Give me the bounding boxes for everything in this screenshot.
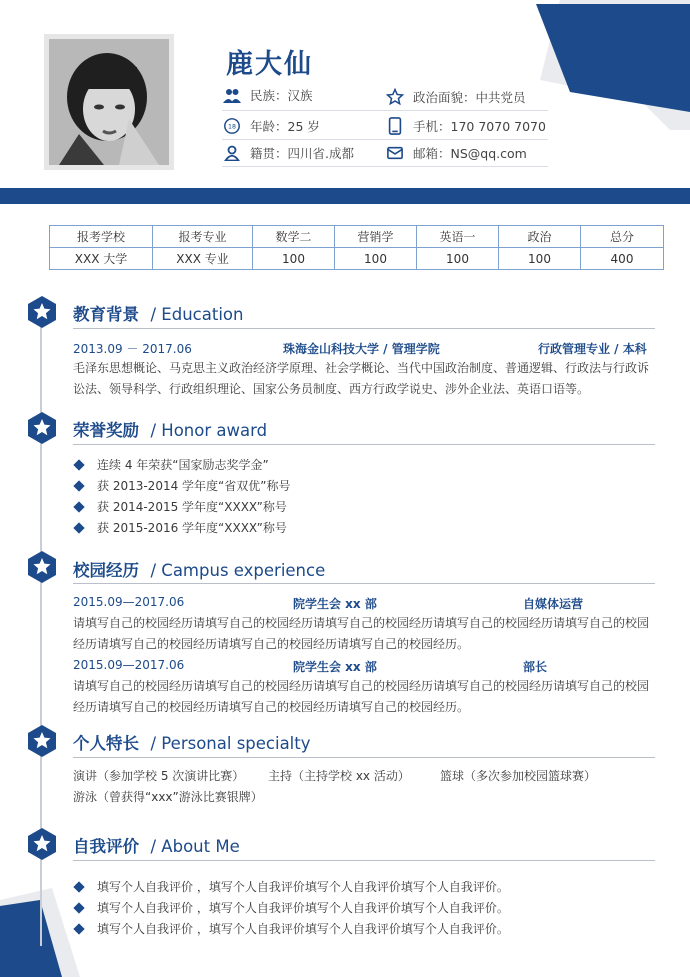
education-school: 珠海金山科技大学 / 管理学院 — [283, 342, 440, 356]
section-divider — [73, 444, 655, 445]
info-ethnicity — [222, 84, 313, 106]
candidate-name: 鹿大仙 — [226, 49, 313, 80]
email-text: 邮箱：NS@qq.com — [413, 146, 527, 161]
star-badge-icon — [26, 551, 58, 583]
mail-icon — [385, 143, 405, 163]
campus-period: 2015.09—2017.06 — [73, 595, 185, 609]
hometown-text: 籍贯：四川省.成都 — [250, 146, 354, 161]
diamond-bullet-icon — [73, 522, 84, 533]
info-email — [385, 142, 527, 164]
star-badge-icon — [26, 725, 58, 757]
table-cell: 营销学 — [335, 226, 417, 248]
campus-org: 院学生会 xx 部 — [293, 597, 377, 611]
diamond-bullet-icon — [73, 501, 84, 512]
honor-title: 荣誉奖励 / Honor award — [73, 421, 268, 440]
phone-icon — [385, 116, 405, 136]
star-badge-icon — [26, 296, 58, 328]
table-cell: 总分 — [581, 226, 664, 248]
education-courses-2: 讼法、领导科学、行政组织理论、国家公务员制度、西方行政学说史、涉外企业法、英语口语等。 — [73, 382, 590, 396]
person-icon — [222, 143, 242, 163]
table-cell: 数学二 — [253, 226, 335, 248]
political-text: 政治面貌：中共党员 — [413, 90, 526, 105]
campus-desc: 经历请填写自己的校园经历请填写自己的校园经历请填写自己的校园经历。 — [73, 637, 470, 651]
campus-role: 部长 — [523, 660, 548, 674]
info-age — [222, 115, 320, 137]
specialty-item: 游泳（曾获得“xxx”游泳比赛银牌） — [73, 790, 263, 804]
specialty-item: 篮球（多次参加校园篮球赛） — [440, 769, 597, 783]
table-cell: 报考专业 — [153, 226, 253, 248]
diamond-bullet-icon — [73, 480, 84, 491]
section-divider — [73, 757, 655, 758]
diamond-bullet-icon — [73, 881, 84, 892]
section-divider — [73, 328, 655, 329]
about-title: 自我评价 / About Me — [73, 837, 240, 856]
campus-org: 院学生会 xx 部 — [293, 660, 377, 674]
profile-photo — [49, 39, 169, 165]
score-value-row — [50, 248, 664, 270]
education-courses-1: 毛泽东思想概论、马克思主义政治经济学原理、社会学概论、当代中国政治制度、普通逻辑、行政法与行政诉 — [73, 361, 650, 375]
campus-desc: 请填写自己的校园经历请填写自己的校园经历请填写自己的校园经历请填写自己的校园经历请填写自己的校园 — [73, 679, 650, 693]
info-divider — [222, 166, 548, 167]
campus-role: 自媒体运营 — [523, 597, 584, 611]
campus-period: 2015.09—2017.06 — [73, 658, 185, 672]
diamond-bullet-icon — [73, 459, 84, 470]
education-major: 行政管理专业 / 本科 — [538, 342, 647, 356]
list-item: 填写个人自我评价 ，填写个人自我评价填写个人自我评价填写个人自我评价。 — [73, 897, 509, 918]
star-badge-icon — [26, 828, 58, 860]
specialty-item: 主持（主持学校 xx 活动） — [268, 769, 410, 783]
table-cell: 政治 — [499, 226, 581, 248]
specialty-title: 个人特长 / Personal specialty — [73, 734, 311, 753]
education-period: 2013.09 － 2017.06 — [73, 342, 192, 356]
section-divider — [73, 860, 655, 861]
campus-desc: 经历请填写自己的校园经历请填写自己的校园经历请填写自己的校园经历。 — [73, 700, 470, 714]
ethnicity-text: 民族：汉族 — [250, 88, 313, 103]
age-icon — [222, 116, 242, 136]
info-divider — [222, 110, 548, 111]
table-cell: 100 — [335, 248, 417, 270]
header-band — [0, 188, 690, 204]
section-divider — [73, 583, 655, 584]
list-item: 填写个人自我评价 ，填写个人自我评价填写个人自我评价填写个人自我评价。 — [73, 918, 509, 939]
table-cell: XXX 专业 — [153, 248, 253, 270]
list-item: 获 2015-2016 学年度“XXXX”称号 — [73, 517, 287, 538]
age-text: 年龄：25 岁 — [250, 119, 320, 134]
list-item: 获 2014-2015 学年度“XXXX”称号 — [73, 496, 287, 517]
score-table — [49, 225, 664, 270]
people-icon — [222, 85, 242, 105]
svg-text:18: 18 — [227, 123, 237, 131]
star-badge-icon — [26, 412, 58, 444]
list-item: 连续 4 年荣获“国家励志奖学金” — [73, 454, 269, 475]
diamond-bullet-icon — [73, 923, 84, 934]
education-title: 教育背景 / Education — [73, 305, 244, 324]
star-icon — [385, 87, 405, 107]
score-header-row — [50, 226, 664, 248]
list-item: 获 2013-2014 学年度“省双优”称号 — [73, 475, 290, 496]
specialty-item: 演讲（参加学校 5 次演讲比赛） — [73, 769, 245, 783]
info-political — [385, 86, 526, 108]
campus-title: 校园经历 / Campus experience — [73, 561, 326, 580]
phone-text: 手机：170 7070 7070 — [413, 119, 546, 134]
profile-photo-frame — [44, 34, 174, 170]
list-item: 填写个人自我评价 ，填写个人自我评价填写个人自我评价填写个人自我评价。 — [73, 876, 509, 897]
table-cell: XXX 大学 — [50, 248, 153, 270]
diamond-bullet-icon — [73, 902, 84, 913]
info-divider — [222, 139, 548, 140]
table-cell: 100 — [253, 248, 335, 270]
table-cell: 400 — [581, 248, 664, 270]
table-cell: 100 — [499, 248, 581, 270]
table-cell: 100 — [417, 248, 499, 270]
table-cell: 英语一 — [417, 226, 499, 248]
info-phone — [385, 115, 546, 137]
campus-desc: 请填写自己的校园经历请填写自己的校园经历请填写自己的校园经历请填写自己的校园经历请填写自己的校园 — [73, 616, 650, 630]
table-cell: 报考学校 — [50, 226, 153, 248]
info-hometown — [222, 142, 354, 164]
